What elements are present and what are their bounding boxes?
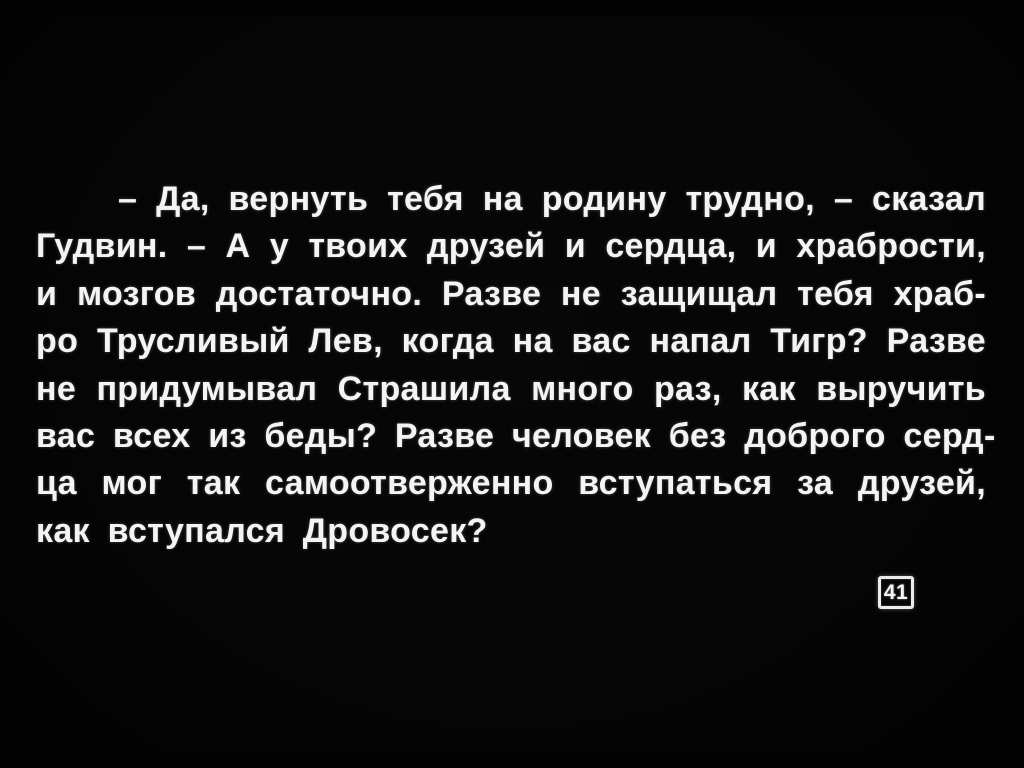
frame-number-badge (878, 576, 914, 609)
caption-line: Гудвин. – А у твоих друзей и сердца, и храбрости, (36, 227, 986, 266)
caption-line: не придумывал Страшила много раз, как выручить (36, 369, 986, 408)
caption-line: – Да, вернуть тебя на родину трудно, – сказал (118, 180, 986, 218)
caption-line: как вступался Дровосек? (36, 511, 488, 550)
frame-number: 41 (883, 580, 909, 604)
caption-line: вас всех из беды? Разве человек без доброго серд- (36, 416, 996, 455)
film-edge-bottom (0, 752, 1024, 768)
caption-line: и мозгов достаточно. Разве не защищал тебя храб- (36, 274, 986, 313)
caption-text-block (36, 176, 996, 555)
caption-line: ца мог так самоотверженно вступаться за друзей, (36, 464, 986, 503)
film-edge-top (0, 0, 1024, 16)
caption-line: ро Трусливый Лев, когда на вас напал Тигр? Разве (36, 322, 986, 361)
